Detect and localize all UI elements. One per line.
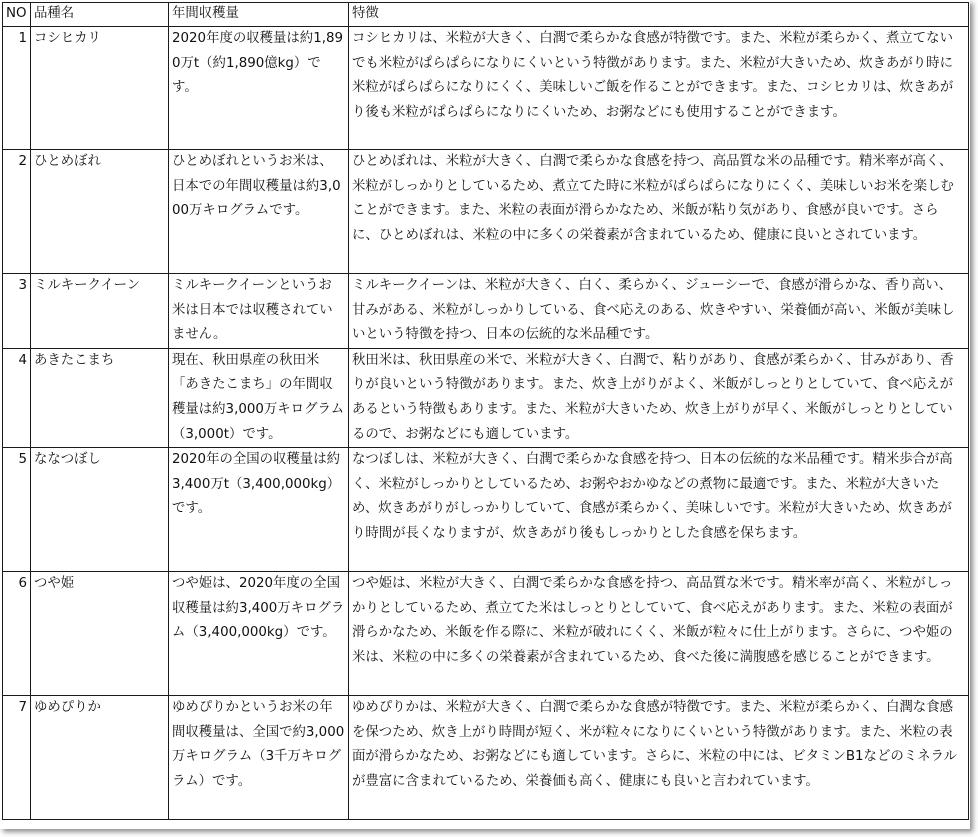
table-row bbox=[3, 150, 969, 274]
header-row bbox=[3, 3, 969, 27]
cell-yield: ひとめぼれというお米は、日本での年間収穫量は約3,000万キログラムです。 bbox=[169, 150, 349, 274]
cell-yield: 2020年度の収穫量は約1,890万t（約1,890億kg）です。 bbox=[169, 27, 349, 150]
cell-name: コシヒカリ bbox=[31, 27, 169, 150]
cell-no: 3 bbox=[3, 274, 31, 349]
cell-feature: 秋田米は、秋田県産の米で、米粒が大きく、白潤で、粘りがあり、食感が柔らかく、甘みがあり、香りが良いという特徴があります。また、炊き上がりがよく、米飯がしっとりとしていて、食べ応えがあるという特徴もあります。また、米粒が大きいため、炊き上がりが早く、米飯がしっとりとしているので、お粥などにも適しています。 bbox=[349, 348, 969, 447]
cell-no: 4 bbox=[3, 348, 31, 447]
table-row bbox=[3, 27, 969, 150]
cell-yield: ミルキークイーンというお米は日本では収穫されていません。 bbox=[169, 274, 349, 349]
cell-no: 7 bbox=[3, 696, 31, 820]
cell-no: 5 bbox=[3, 448, 31, 572]
cell-name: つや姫 bbox=[31, 572, 169, 696]
cell-feature: なつぼしは、米粒が大きく、白潤で柔らかな食感を持つ、日本の伝統的な米品種です。精米歩合が高く、米粒がしっかりとしているため、お粥やおかゆなどの煮物に最適です。また、米粒が大きいため、炊きあがりがしっかりしていて、食感が柔らかく、美味しいです。米粒が大きいため、炊きあがり時間が長くなりますが、炊きあがり後もしっかりとした食感を保ちます。 bbox=[349, 448, 969, 572]
cell-feature: ミルキークイーンは、米粒が大きく、白く、柔らかく、ジューシーで、食感が滑らかな、香り高い、甘みがある、米粒がしっかりしている、食べ応えのある、炊きやすい、栄養価が高い、米飯が美味しいという特徴を持つ、日本の伝統的な米品種です。 bbox=[349, 274, 969, 349]
table-row bbox=[3, 274, 969, 349]
cell-no: 1 bbox=[3, 27, 31, 150]
cell-no: 6 bbox=[3, 572, 31, 696]
cell-name: ななつぼし bbox=[31, 448, 169, 572]
cell-no: 2 bbox=[3, 150, 31, 274]
cell-yield: ゆめぴりかというお米の年間収穫量は、全国で約3,000万キログラム（3千万キログラム）です。 bbox=[169, 696, 349, 820]
table-row bbox=[3, 348, 969, 447]
cell-yield: 2020年の全国の収穫量は約3,400万t（3,400,000kg）です。 bbox=[169, 448, 349, 572]
rice-varieties-table bbox=[2, 2, 969, 820]
cell-feature: コシヒカリは、米粒が大きく、白潤で柔らかな食感が特徴です。また、米粒が柔らかく、煮立てないでも米粒がぱらぱらになりにくいという特徴があります。また、米粒が大きいため、炊きあがり時に米粒がぱらぱらになりにくく、美味しいご飯を作ることができます。また、コシヒカリは、炊きあがり後も米粒がぱらぱらになりにくいため、お粥などにも使用することができます。 bbox=[349, 27, 969, 150]
table-row bbox=[3, 572, 969, 696]
cell-feature: ゆめぴりかは、米粒が大きく、白潤で柔らかな食感が特徴です。また、米粒が柔らかく、白潤な食感を保つため、炊き上がり時間が短く、米が粒々になりにくいという特徴があります。また、米粒の表面が滑らかなため、お粥などにも適しています。さらに、米粒の中には、ビタミンB1などのミネラルが豊富に含まれているため、栄養価も高く、健康にも良いと言われています。 bbox=[349, 696, 969, 820]
cell-name: あきたこまち bbox=[31, 348, 169, 447]
cell-name: ゆめぴりか bbox=[31, 696, 169, 820]
cell-feature: ひとめぼれは、米粒が大きく、白潤で柔らかな食感を持つ、高品質な米の品種です。精米率が高く、米粒がしっかりとしているため、煮立てた時に米粒がぱらぱらになりにくく、美味しいお米を楽しむことができます。また、米粒の表面が滑らかなため、米飯が粘り気があり、食感が良いです。さらに、ひとめぼれは、米粒の中に多くの栄養素が含まれているため、健康に良いとされています。 bbox=[349, 150, 969, 274]
header-feature: 特徴 bbox=[349, 3, 969, 27]
cell-name: ひとめぼれ bbox=[31, 150, 169, 274]
header-no: NO bbox=[3, 3, 31, 27]
cell-yield: つや姫は、2020年度の全国収穫量は約3,400万キログラム（3,400,000kg）です。 bbox=[169, 572, 349, 696]
header-name: 品種名 bbox=[31, 3, 169, 27]
table-row bbox=[3, 696, 969, 820]
table-row bbox=[3, 448, 969, 572]
cell-name: ミルキークイーン bbox=[31, 274, 169, 349]
header-yield: 年間収穫量 bbox=[169, 3, 349, 27]
cell-feature: つや姫は、米粒が大きく、白潤で柔らかな食感を持つ、高品質な米です。精米率が高く、米粒がしっかりとしているため、煮立てた米はしっとりとしていて、食べ応えがあります。また、米粒の表面が滑らかなため、米飯を作る際に、米粒が破れにくく、米飯が粒々に仕上がります。さらに、つや姫の米は、米粒の中に多くの栄養素が含まれているため、食べた後に満腹感を感じることができます。 bbox=[349, 572, 969, 696]
cell-yield: 現在、秋田県産の秋田米「あきたこまち」の年間収穫量は約3,000万キログラム（3,000t）です。 bbox=[169, 348, 349, 447]
